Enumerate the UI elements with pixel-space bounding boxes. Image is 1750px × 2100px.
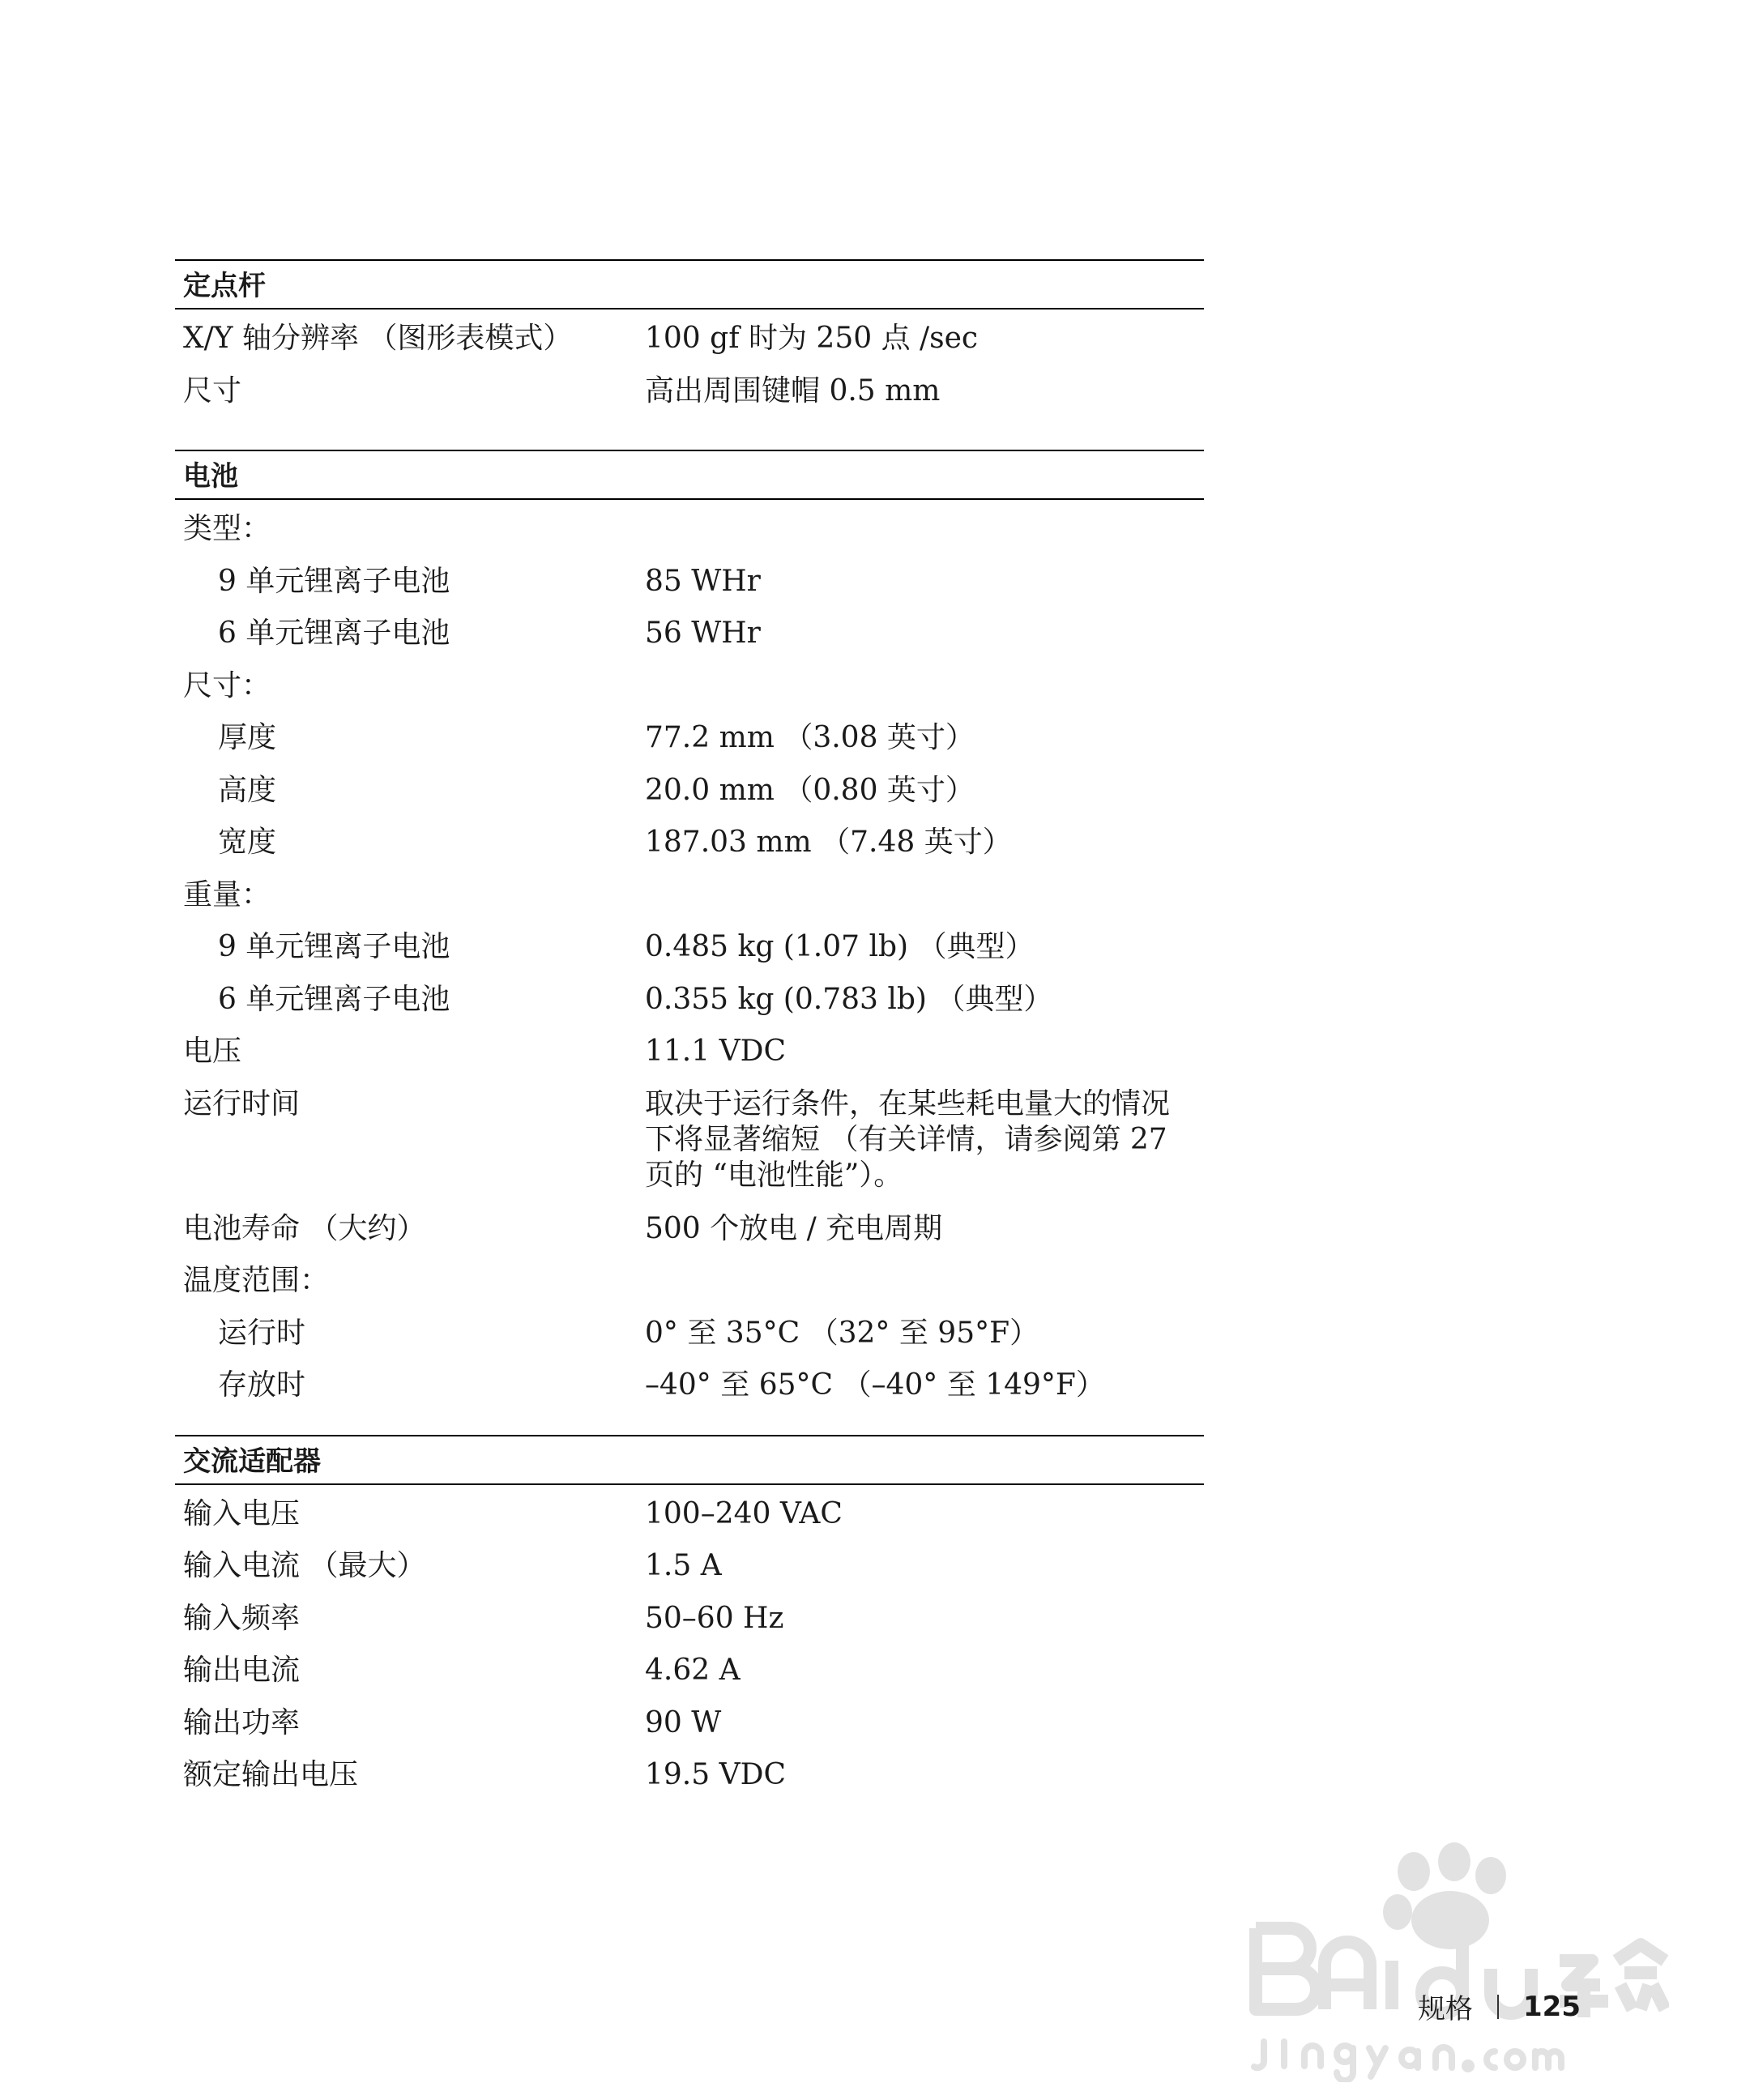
spec-row [175,503,1204,556]
spec-label: 运行时 [218,1316,306,1350]
spec-row [175,1359,1204,1412]
spec-value: 0° 至 35°C （32° 至 95°F） [645,1316,1039,1350]
section-title: 电池 [175,450,1204,500]
spec-value: 100 gf 时为 250 点 /sec [645,322,979,355]
section-ac-adapter [175,1435,1204,1802]
spec-row [175,1697,1204,1750]
spec-label: 6 单元锂离子电池 [218,982,450,1016]
spec-row [175,817,1204,869]
spec-row [175,556,1204,608]
spec-value: 0.355 kg (0.783 lb) （典型） [645,982,1053,1016]
spec-row [175,1026,1204,1078]
spec-value: 500 个放电 / 充电周期 [645,1211,943,1245]
spec-row [175,365,1204,418]
spec-value: –40° 至 65°C （–40° 至 149°F） [645,1368,1105,1402]
spec-row [175,765,1204,817]
spec-value [645,869,1204,877]
spec-value: 取决于运行条件，在某些耗电量大的情况下将显著缩短 （有关详情，请参阅第 27 页的 “电池性能”）。 [645,1086,1171,1192]
spec-value: 50–60 Hz [645,1601,784,1635]
spec-label: 9 单元锂离子电池 [218,930,450,963]
spec-tables [175,259,1204,1802]
spec-value: 高出周围键帽 0.5 mm [645,373,941,408]
spec-label: 输入电流 （最大） [183,1549,426,1582]
spec-value [645,503,1204,511]
spec-label: 宽度 [218,826,277,859]
spec-label: 温度范围： [183,1264,330,1297]
spec-label: 输出功率 [183,1705,301,1739]
section-title: 交流适配器 [175,1435,1204,1485]
spec-label: 9 单元锂离子电池 [218,564,450,598]
spec-row [175,869,1204,922]
spec-label: 类型： [183,512,271,545]
spec-row [175,608,1204,660]
spec-label: 额定输出电压 [183,1758,359,1791]
footer-section-name: 规格 [1418,1993,1473,2025]
spec-row [175,1255,1204,1308]
spec-value: 85 WHr [645,564,761,598]
spec-value: 19.5 VDC [645,1758,787,1791]
spec-row [175,1308,1204,1360]
spec-value: 56 WHr [645,617,761,650]
spec-value: 187.03 mm （7.48 英寸） [645,826,1012,859]
page-number: 125 [1523,1990,1581,2023]
spec-row [175,712,1204,765]
spec-label: 尺寸： [183,668,271,702]
spec-value: 0.485 kg (1.07 lb) （典型） [645,930,1035,963]
spec-row [175,1540,1204,1593]
spec-label: X/Y 轴分辨率 （图形表模式） [183,322,573,355]
footer-separator [1497,1995,1499,2019]
spec-label: 输入频率 [183,1601,301,1635]
spec-label: 电池寿命 （大约） [183,1211,426,1245]
spec-row [175,1078,1204,1203]
baidu-jingyan-watermark-logo [1248,1839,1669,2082]
spec-value: 1.5 A [645,1549,722,1582]
spec-row [175,921,1204,974]
spec-value [645,1255,1204,1263]
section-battery [175,450,1204,1412]
spec-row [175,660,1204,713]
spec-row [175,1749,1204,1802]
spec-row [175,1203,1204,1256]
spec-label: 厚度 [218,721,277,754]
spec-value: 11.1 VDC [645,1035,787,1068]
spec-label: 高度 [218,773,277,807]
spec-label: 输出电流 [183,1654,301,1687]
spec-value [645,660,1204,668]
spec-label: 尺寸 [183,373,242,408]
section-title: 定点杆 [175,259,1204,309]
page-footer [1418,1987,1581,2026]
section-pointing-stick [175,259,1204,417]
spec-label: 输入电压 [183,1496,301,1530]
spec-label: 存放时 [218,1368,306,1402]
spec-value: 100–240 VAC [645,1496,843,1530]
spec-row [175,1593,1204,1645]
spec-label: 运行时间 [183,1086,301,1120]
spec-label: 6 单元锂离子电池 [218,617,450,650]
spec-row [175,313,1204,365]
spec-value: 90 W [645,1705,722,1739]
spec-row [175,1645,1204,1697]
spec-row [175,1488,1204,1541]
spec-label: 重量： [183,877,271,911]
spec-value: 4.62 A [645,1654,741,1687]
spec-value: 77.2 mm （3.08 英寸） [645,721,975,754]
spec-value: 20.0 mm （0.80 英寸） [645,773,975,807]
spec-label: 电压 [183,1035,242,1068]
spec-row [175,974,1204,1027]
